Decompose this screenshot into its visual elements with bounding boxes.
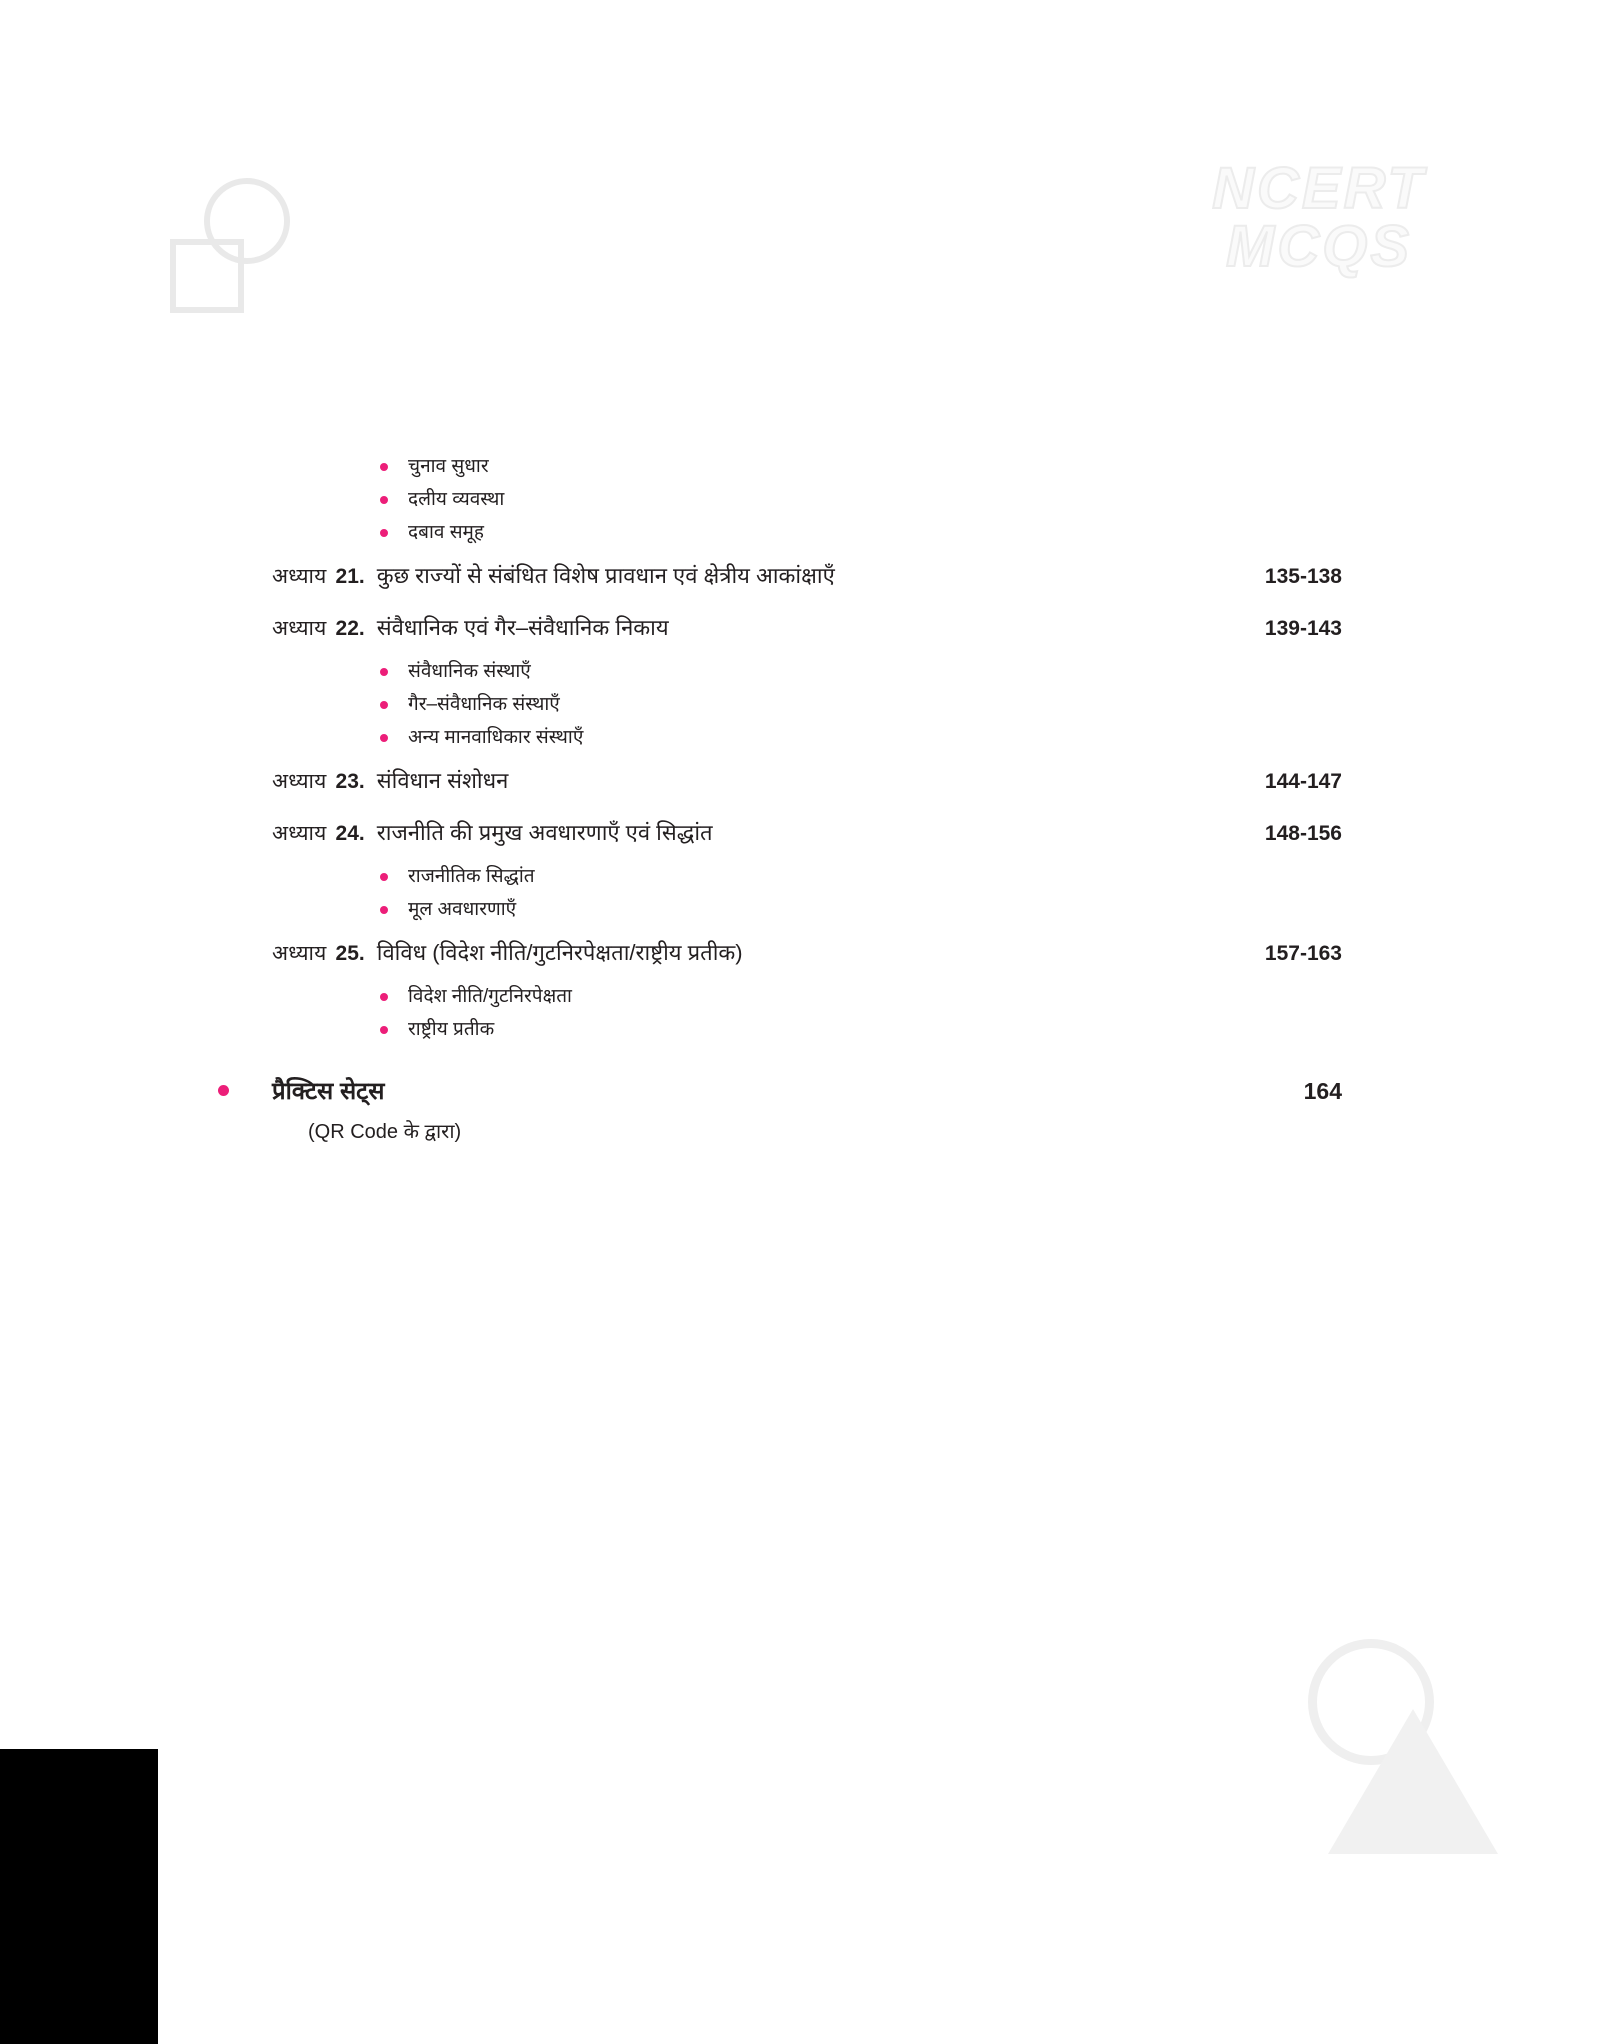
chapter-title: कुछ राज्यों से संबंधित विशेष प्रावधान एवं क्षेत्रीय आकांक्षाएँ (376, 563, 835, 588)
logo-line-one: NCERT (1212, 156, 1426, 221)
chapter-title: संविधान संशोधन (376, 768, 509, 793)
chapter-subtopics (272, 980, 1342, 1046)
leading-bullet-list (272, 450, 1342, 549)
toc-chapter-row[interactable] (272, 603, 1342, 651)
logo-line-two: MCQS (1226, 214, 1412, 279)
chapter-number: 25. (335, 942, 365, 965)
chapter-pages: 139-143 (1264, 617, 1342, 640)
list-item: चुनाव सुधार (380, 450, 1342, 483)
chapter-number: 24. (335, 822, 365, 845)
chapter-subtopics (272, 655, 1342, 754)
decorative-shapes-top-left (170, 178, 290, 313)
chapter-label: अध्याय (272, 770, 327, 793)
list-item: मूल अवधारणाएँ (380, 893, 1342, 926)
toc-chapter-row[interactable] (272, 756, 1342, 804)
triangle-icon (1328, 1709, 1498, 1854)
bullet-icon (218, 1085, 229, 1096)
chapter-label: अध्याय (272, 942, 327, 965)
practice-sets-pages: 164 (1303, 1078, 1342, 1104)
chapter-label: अध्याय (272, 617, 327, 640)
page-edge-tab (0, 1749, 158, 2044)
chapter-pages: 144-147 (1264, 770, 1342, 793)
decorative-shapes-bottom-right (1280, 1639, 1480, 1854)
chapter-subtopics (272, 860, 1342, 926)
chapter-title: राजनीति की प्रमुख अवधारणाएँ एवं सिद्धांत (376, 820, 713, 845)
chapter-title: संवैधानिक एवं गैर–संवैधानिक निकाय (376, 615, 669, 640)
chapter-number: 23. (335, 770, 365, 793)
list-item: विदेश नीति/गुटनिरपेक्षता (380, 980, 1342, 1013)
practice-sets-title: प्रैक्टिस सेट्स (272, 1078, 385, 1105)
table-of-contents (272, 450, 1342, 1144)
chapter-number: 22. (335, 617, 365, 640)
practice-sets-note: (QR Code के द्वारा) (308, 1121, 462, 1143)
list-item: दबाव समूह (380, 516, 1342, 549)
list-item: राष्ट्रीय प्रतीक (380, 1013, 1342, 1046)
chapter-pages: 135-138 (1264, 565, 1342, 588)
chapter-label: अध्याय (272, 822, 327, 845)
ncert-mcqs-watermark-logo (1184, 156, 1454, 325)
toc-practice-sets-row[interactable] (272, 1074, 1342, 1107)
list-item: राजनीतिक सिद्धांत (380, 860, 1342, 893)
list-item: दलीय व्यवस्था (380, 483, 1342, 516)
chapter-pages: 157-163 (1264, 942, 1342, 965)
chapter-number: 21. (335, 565, 365, 588)
toc-chapter-row[interactable] (272, 551, 1342, 599)
toc-chapter-row[interactable] (272, 808, 1342, 856)
list-item: गैर–संवैधानिक संस्थाएँ (380, 688, 1342, 721)
square-outline-icon (170, 239, 244, 313)
toc-chapter-row[interactable] (272, 928, 1342, 976)
chapter-title: विविध (विदेश नीति/गुटनिरपेक्षता/राष्ट्रीय प्रतीक) (376, 940, 743, 965)
list-item: संवैधानिक संस्थाएँ (380, 655, 1342, 688)
chapter-pages: 148-156 (1264, 822, 1342, 845)
list-item: अन्य मानवाधिकार संस्थाएँ (380, 721, 1342, 754)
chapter-label: अध्याय (272, 565, 327, 588)
